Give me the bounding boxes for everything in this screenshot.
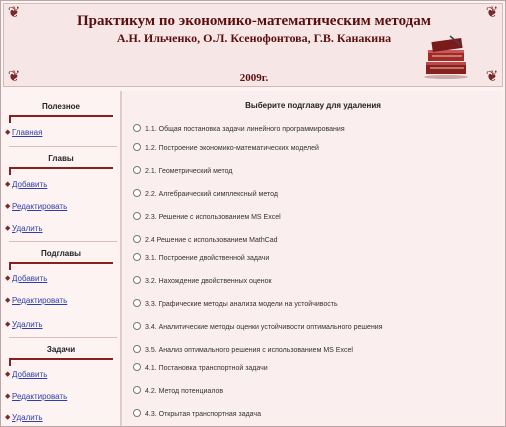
- subchapter-option[interactable]: 1.1. Общая постановка задачи линейного программирования: [133, 124, 345, 136]
- radio-icon[interactable]: [133, 322, 141, 330]
- sidebar: [3, 91, 119, 426]
- sidebar-section-subchapters: Подглавы: [9, 248, 113, 264]
- subchapter-option[interactable]: 2.2. Алгебраический симплексный метод: [133, 189, 278, 201]
- radio-icon[interactable]: [133, 276, 141, 284]
- radio-icon[interactable]: [133, 143, 141, 151]
- site-title: Практикум по экономико-математическим методам: [77, 13, 431, 29]
- radio-icon[interactable]: [133, 363, 141, 371]
- radio-icon[interactable]: [133, 212, 141, 220]
- sidebar-divider: [9, 241, 117, 242]
- radio-icon[interactable]: [133, 345, 141, 353]
- radio-icon[interactable]: [133, 235, 141, 243]
- subchapter-option[interactable]: 1.2. Построение экономико-математических моделей: [133, 143, 319, 155]
- sidebar-link-chapter-delete[interactable]: Удалить: [12, 224, 43, 233]
- radio-icon[interactable]: [133, 189, 141, 197]
- subchapter-option[interactable]: 2.1. Геометрический метод: [133, 166, 233, 178]
- site-header: [3, 3, 503, 87]
- sidebar-divider: [9, 337, 117, 338]
- bullet-icon: ◆: [5, 371, 11, 378]
- radio-icon[interactable]: [133, 299, 141, 307]
- radio-icon[interactable]: [133, 124, 141, 132]
- subchapter-option[interactable]: 3.5. Анализ оптимального решения с использованием MS Excel: [133, 345, 353, 357]
- bullet-icon: ◆: [5, 275, 11, 282]
- sidebar-section-tasks: Задачи: [9, 344, 113, 360]
- books-icon: [420, 32, 472, 80]
- column-divider: [120, 91, 122, 426]
- subchapter-option[interactable]: 3.1. Построение двойственной задачи: [133, 253, 269, 265]
- sidebar-divider: [9, 146, 117, 147]
- subchapter-option[interactable]: 2.3. Решение с использованием MS Excel: [133, 212, 281, 224]
- subchapter-option[interactable]: 3.4. Аналитические методы оценки устойчивости оптимального решения: [133, 322, 383, 334]
- subchapter-option[interactable]: 2.4 Решение с использованием MathCad: [133, 235, 278, 247]
- corner-ornament-icon: ❦: [485, 3, 499, 21]
- subchapter-option[interactable]: 4.1. Постановка транспортной задачи: [133, 363, 268, 375]
- bullet-icon: ◆: [5, 321, 11, 328]
- radio-icon[interactable]: [133, 166, 141, 174]
- sidebar-section-chapters: Главы: [9, 153, 113, 169]
- bullet-icon: ◆: [5, 181, 11, 188]
- corner-ornament-icon: ❦: [7, 67, 21, 85]
- sidebar-link-task-add[interactable]: Добавить: [12, 370, 48, 379]
- bullet-icon: ◆: [5, 129, 11, 136]
- page-title: Выберите подглаву для удаления: [245, 101, 381, 110]
- sidebar-link-subchapter-delete[interactable]: Удалить: [12, 320, 43, 329]
- sidebar-link-subchapter-add[interactable]: Добавить: [12, 274, 48, 283]
- subchapter-option[interactable]: 3.3. Графические методы анализа модели на устойчивость: [133, 299, 338, 311]
- corner-ornament-icon: ❦: [485, 67, 499, 85]
- subchapter-option[interactable]: 4.2. Метод потенциалов: [133, 386, 223, 398]
- subchapter-option[interactable]: 4.3. Открытая транспортная задача: [133, 409, 261, 421]
- site-year: 2009г.: [239, 72, 269, 84]
- bullet-icon: ◆: [5, 297, 11, 304]
- sidebar-link-chapter-edit[interactable]: Редактировать: [12, 202, 68, 211]
- sidebar-link-chapter-add[interactable]: Добавить: [12, 180, 48, 189]
- sidebar-link-subchapter-edit[interactable]: Редактировать: [12, 296, 68, 305]
- main-content: [123, 91, 503, 426]
- radio-icon[interactable]: [133, 409, 141, 417]
- bullet-icon: ◆: [5, 225, 11, 232]
- sidebar-link-home[interactable]: Главная: [12, 128, 43, 137]
- corner-ornament-icon: ❦: [7, 3, 21, 21]
- radio-icon[interactable]: [133, 386, 141, 394]
- subchapter-option[interactable]: 3.2. Нахождение двойственных оценок: [133, 276, 272, 288]
- sidebar-link-task-edit[interactable]: Редактировать: [12, 392, 68, 401]
- radio-icon[interactable]: [133, 253, 141, 261]
- sidebar-section-useful: Полезное: [9, 101, 113, 117]
- bullet-icon: ◆: [5, 393, 11, 400]
- site-authors: А.Н. Ильченко, О.Л. Ксенофонтова, Г.В. Канакина: [116, 31, 392, 45]
- bullet-icon: ◆: [5, 414, 11, 421]
- bullet-icon: ◆: [5, 203, 11, 210]
- sidebar-link-task-delete[interactable]: Удалить: [12, 413, 43, 422]
